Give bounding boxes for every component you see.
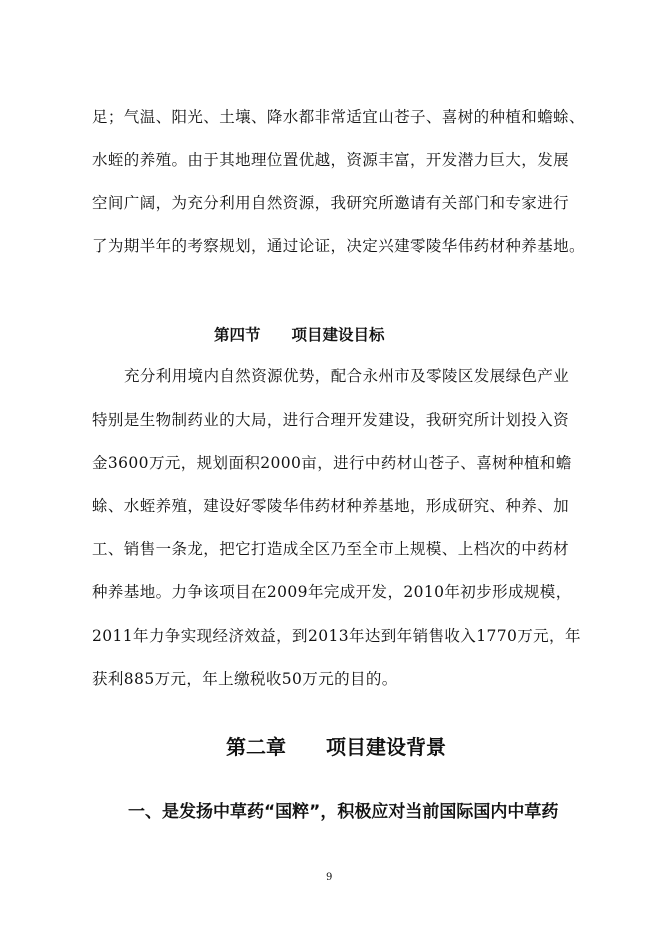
chapter-heading: 第二章 项目建设背景 bbox=[226, 735, 446, 759]
section-heading: 第四节 项目建设目标 bbox=[214, 326, 385, 344]
paragraph-line: 工、销售一条龙，把它打造成全区乃至全市上规模、上档次的中药材 bbox=[92, 540, 570, 558]
paragraph-line: 蜍、水蛭养殖，建设好零陵华伟药材种养基地，形成研究、种养、加 bbox=[92, 497, 570, 515]
page-number: 9 bbox=[326, 872, 333, 883]
paragraph-line: 种养基地。力争该项目在2009年完成开发，2010年初步形成规模， bbox=[92, 583, 572, 601]
paragraph-line: 空间广阔，为充分利用自然资源，我研究所邀请有关部门和专家进行 bbox=[92, 194, 570, 212]
paragraph-line: 特别是生物制药业的大局，进行合理开发建设，我研究所计划投入资 bbox=[92, 411, 570, 429]
paragraph-line: 充分利用境内自然资源优势，配合永州市及零陵区发展绿色产业 bbox=[124, 367, 570, 385]
paragraph-line: 获利885万元，年上缴税收50万元的目的。 bbox=[92, 670, 398, 688]
paragraph-line: 水蛭的养殖。由于其地理位置优越，资源丰富，开发潜力巨大，发展 bbox=[92, 151, 570, 169]
subsection-heading: 一、是发扬中草药“国粹”，积极应对当前国际国内中草药 bbox=[128, 802, 559, 822]
paragraph-line: 2011年力争实现经济效益，到2013年达到年销售收入1770万元，年 bbox=[92, 627, 581, 645]
paragraph-line: 足；气温、阳光、土壤、降水都非常适宜山苍子、喜树的种植和蟾蜍、 bbox=[92, 108, 585, 126]
paragraph-line: 了为期半年的考察规划，通过论证，决定兴建零陵华伟药材种养基地。 bbox=[92, 237, 585, 255]
paragraph-line: 金3600万元，规划面积2000亩，进行中药材山苍子、喜树种植和蟾 bbox=[92, 454, 572, 472]
